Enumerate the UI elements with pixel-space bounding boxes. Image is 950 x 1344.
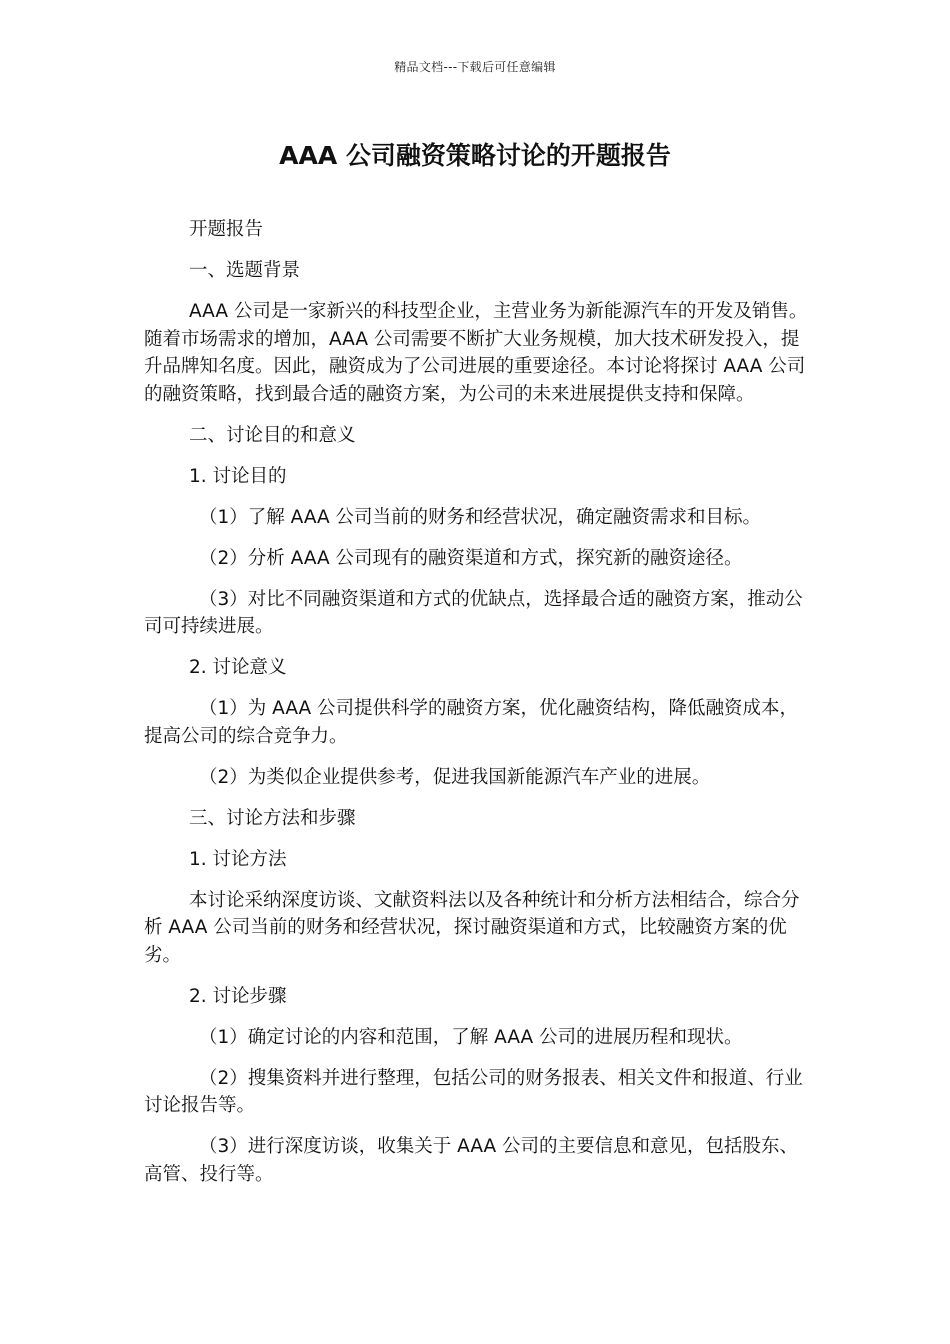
section-heading-methods-steps: 三、讨论方法和步骤 xyxy=(189,807,356,829)
list-item-step-3: （3）进行深度访谈，收集关于 AAA 公司的主要信息和意见，包括股东、高管、投行等。 xyxy=(144,1136,799,1185)
list-item-significance-1: （1）为 AAA 公司提供科学的融资方案，优化融资结构，降低融资成本，提高公司的综合竞争力。 xyxy=(144,698,799,747)
list-item-significance-2: （2）为类似企业提供参考，促进我国新能源汽车产业的进展。 xyxy=(199,766,711,788)
section-heading-background: 一、选题背景 xyxy=(189,260,301,281)
section-heading-proposal: 开题报告 xyxy=(189,219,264,240)
document-body xyxy=(144,216,816,1202)
subheading-methods: 1. 讨论方法 xyxy=(189,848,287,870)
subheading-significance: 2. 讨论意义 xyxy=(189,657,287,678)
list-item-step-2: （2）搜集资料并进行整理，包括公司的财务报表、相关文件和报道、行业讨论报告等。 xyxy=(144,1067,803,1116)
paragraph-methods: 本讨论采纳深度访谈、文献资料法以及各种统计和分析方法相结合，综合分析 AAA 公司当前的财务和经营状况，探讨融资渠道和方式，比较融资方案的优劣。 xyxy=(144,889,800,966)
subheading-steps: 2. 讨论步骤 xyxy=(189,985,287,1007)
list-item-purpose-1: （1）了解 AAA 公司当前的财务和经营状况，确定融资需求和目标。 xyxy=(199,506,762,528)
header-note: 精品文档---下载后可任意编辑 xyxy=(394,60,556,74)
list-item-purpose-3: （3）对比不同融资渠道和方式的优缺点，选择最合适的融资方案，推动公司可持续进展。 xyxy=(144,588,803,637)
list-item-step-1: （1）确定讨论的内容和范围，了解 AAA 公司的进展历程和现状。 xyxy=(199,1026,743,1048)
list-item-purpose-2: （2）分析 AAA 公司现有的融资渠道和方式，探究新的融资途径。 xyxy=(199,547,743,569)
document-title: AAA 公司融资策略讨论的开题报告 xyxy=(279,141,671,170)
section-heading-purpose-significance: 二、讨论目的和意义 xyxy=(189,424,356,446)
subheading-purpose: 1. 讨论目的 xyxy=(189,465,287,487)
paragraph-background: AAA 公司是一家新兴的科技型企业，主营业务为新能源汽车的开发及销售。随着市场需求的增加，AAA 公司需要不断扩大业务规模，加大技术研发投入，提升品牌知名度。因此，融资成为了公司进展的重要途径。本讨论将探讨 AAA 公司的融资策略，找到最合适的融资方案，为公司的未来进展提供支持和保障。 xyxy=(144,301,808,405)
